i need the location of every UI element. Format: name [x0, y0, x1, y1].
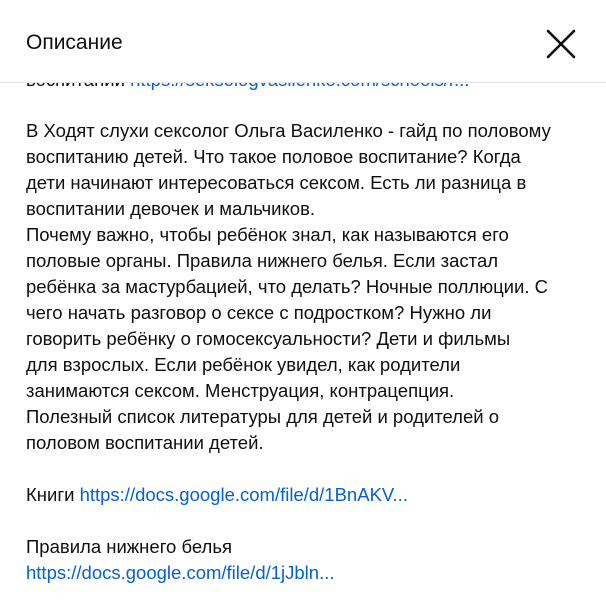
description-paragraph [26, 118, 591, 456]
description-line: половые органы. Правила нижнего белья. Если застал [26, 250, 499, 271]
paragraph-spacer [26, 456, 591, 482]
books-link[interactable]: https://docs.google.com/file/d/1BnAKV... [79, 484, 408, 505]
books-line [26, 482, 591, 508]
books-label: Книги [26, 484, 75, 505]
description-line: Полезный список литературы для детей и родителей о [26, 406, 500, 427]
underwear-label: Правила нижнего белья [26, 536, 232, 557]
close-icon [542, 25, 580, 63]
description-line: ребёнка за мастурбацией, что делать? Ночные поллюции. С [26, 276, 548, 297]
panel-header [0, 0, 606, 83]
description-line: говорить ребёнку о гомосексуальности? Дети и фильмы [26, 328, 511, 349]
description-line: для взрослых. Если ребёнок увидел, как родители [26, 354, 461, 375]
close-button[interactable] [542, 25, 580, 63]
description-line: Почему важно, чтобы ребёнок знал, как называются его [26, 224, 509, 245]
books-paragraph [26, 482, 591, 508]
description-line: В Ходят слухи сексолог Ольга Василенко - гайд по половому [26, 120, 551, 141]
description-text [26, 118, 591, 586]
paragraph-spacer [26, 508, 591, 534]
description-line: воспитанию детей. Что такое половое воспитание? Когда [26, 146, 521, 167]
description-line: занимаются сексом. Менструация, контрацепция. [26, 380, 455, 401]
underwear-link[interactable]: https://docs.google.com/file/d/1jJbln... [26, 562, 335, 583]
description-line: воспитании девочек и мальчиков. [26, 198, 316, 219]
description-line: чего начать разговор о сексе с подростком? Нужно ли [26, 302, 492, 323]
description-line: дети начинают интересоваться сексом. Есть ли разница в [26, 172, 527, 193]
underwear-paragraph [26, 534, 591, 586]
page-title: Описание [26, 31, 123, 54]
description-line: половом воспитании детей. [26, 432, 264, 453]
